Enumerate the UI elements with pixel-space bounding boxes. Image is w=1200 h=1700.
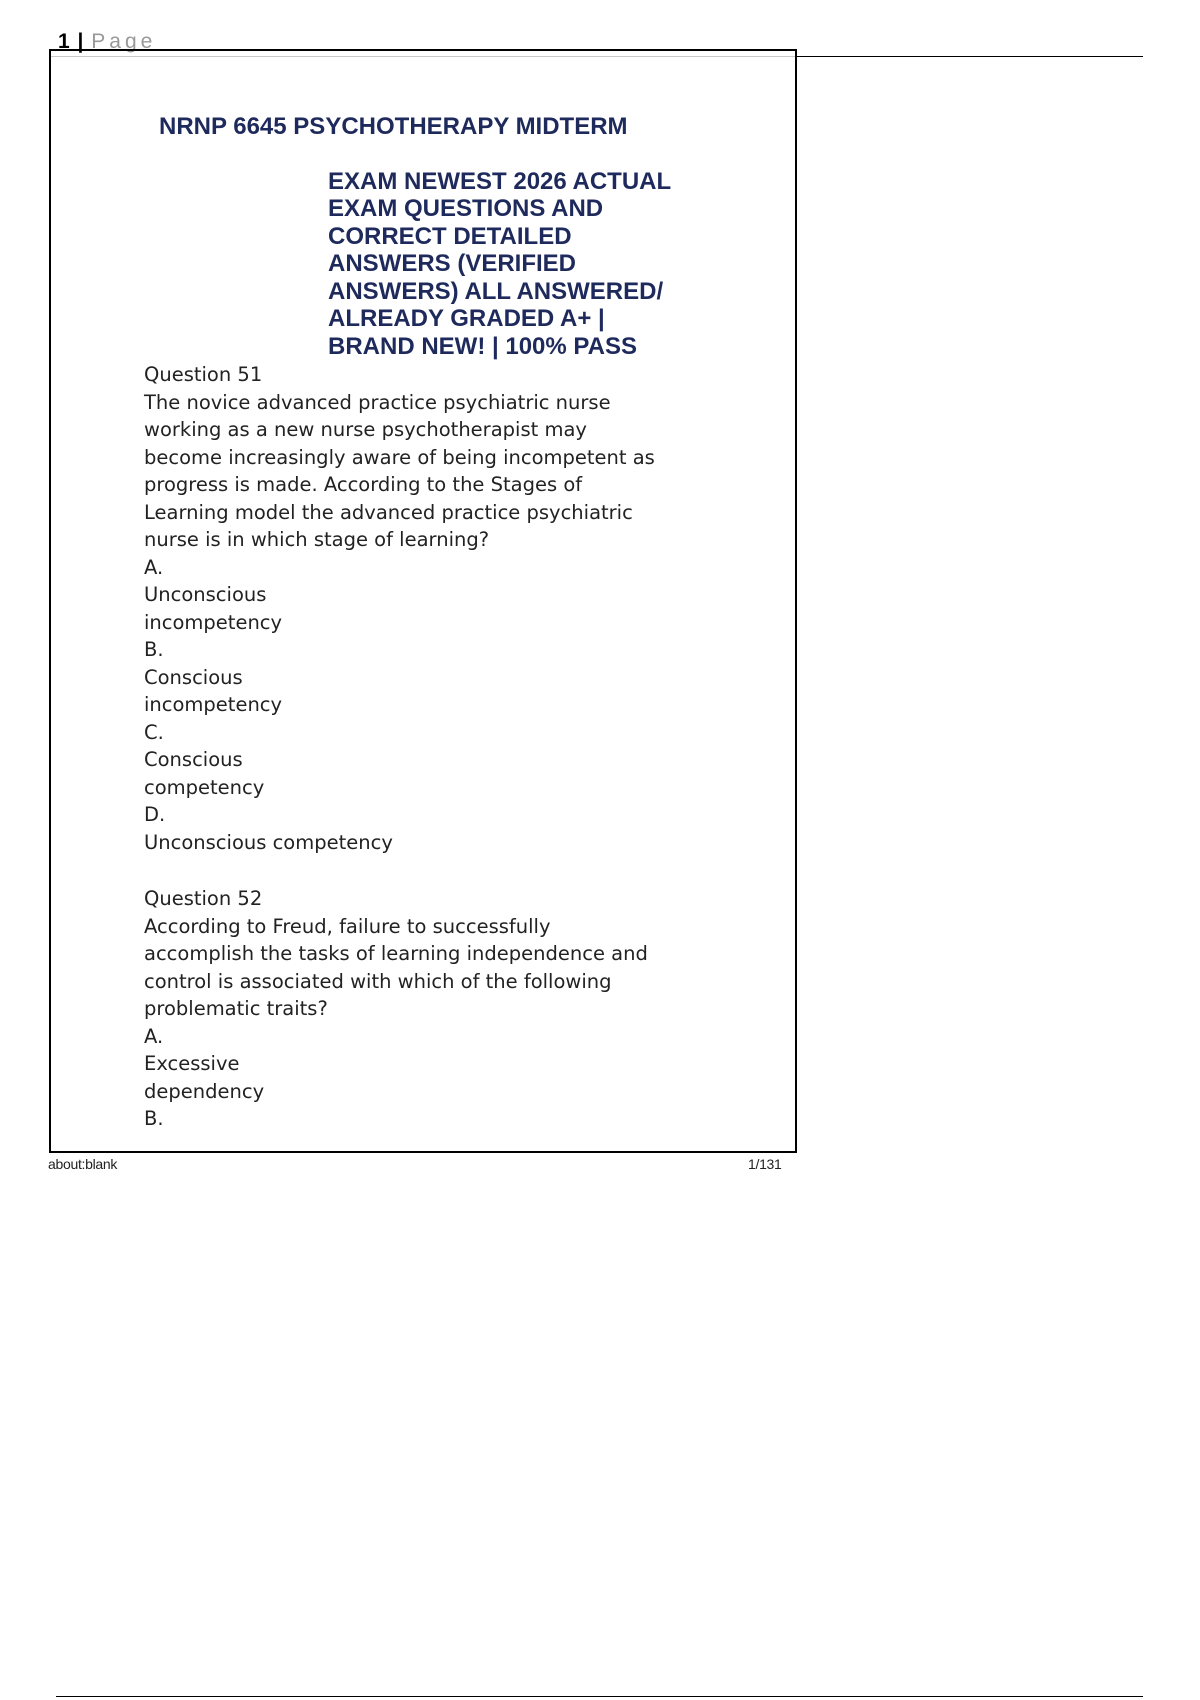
question-text-line: problematic traits? bbox=[144, 997, 328, 1020]
question-text-line: accomplish the tasks of learning independence and bbox=[144, 942, 648, 965]
page-top-divider bbox=[51, 56, 795, 57]
option-a-text: dependency bbox=[144, 1079, 265, 1103]
question-heading: Question 51 bbox=[144, 363, 263, 386]
document-page bbox=[49, 49, 797, 1153]
question-text-line: The novice advanced practice psychiatric nurse bbox=[144, 390, 611, 414]
header-rule bbox=[736, 56, 1143, 57]
option-d-text: Unconscious competency bbox=[144, 830, 393, 854]
option-letter-d: D. bbox=[144, 803, 166, 826]
question-heading: Question 52 bbox=[144, 887, 263, 910]
option-letter-a: A. bbox=[144, 1024, 164, 1048]
page-number: 1 bbox=[58, 30, 70, 53]
bottom-rule bbox=[56, 1696, 1143, 1697]
option-letter-b: B. bbox=[144, 638, 164, 661]
question-51 bbox=[144, 361, 744, 856]
page-header-separator: | bbox=[77, 30, 84, 53]
footer-url: about:blank bbox=[48, 1156, 118, 1172]
question-text-line: According to Freud, failure to successfully bbox=[144, 914, 551, 938]
option-a-text: Excessive bbox=[144, 1052, 240, 1075]
question-text-line: progress is made. According to the Stages of bbox=[144, 473, 583, 496]
option-b-text: Conscious bbox=[144, 665, 243, 689]
question-text-line: become increasingly aware of being incompetent as bbox=[144, 445, 655, 469]
footer-page-count: 1/131 bbox=[748, 1156, 782, 1172]
option-a-text: Unconscious bbox=[144, 583, 267, 606]
question-52 bbox=[144, 885, 744, 1133]
option-c-text: Conscious bbox=[144, 748, 243, 771]
page-label: Page bbox=[91, 30, 157, 53]
question-text-line: working as a new nurse psychotherapist may bbox=[144, 418, 587, 441]
option-letter-a: A. bbox=[144, 555, 164, 579]
option-a-text: incompetency bbox=[144, 610, 283, 634]
document-title-line-1: NRNP 6645 PSYCHOTHERAPY MIDTERM bbox=[159, 112, 628, 140]
document-title bbox=[159, 85, 749, 388]
question-text-line: control is associated with which of the following bbox=[144, 969, 612, 993]
question-text-line: nurse is in which stage of learning? bbox=[144, 528, 490, 551]
document-title-continuation: EXAM NEWEST 2026 ACTUAL EXAM QUESTIONS AND CORRECT DETAILED ANSWERS (VERIFIED ANSWERS) ALL ANSWERED/ ALREADY GRADED A+ | BRAND NEW! | 100% PASS bbox=[328, 167, 672, 360]
question-text-line: Learning model the advanced practice psychiatric bbox=[144, 500, 633, 524]
option-letter-c: C. bbox=[144, 720, 164, 744]
option-letter-b: B. bbox=[144, 1107, 164, 1130]
option-c-text: competency bbox=[144, 775, 265, 799]
option-b-text: incompetency bbox=[144, 693, 283, 716]
